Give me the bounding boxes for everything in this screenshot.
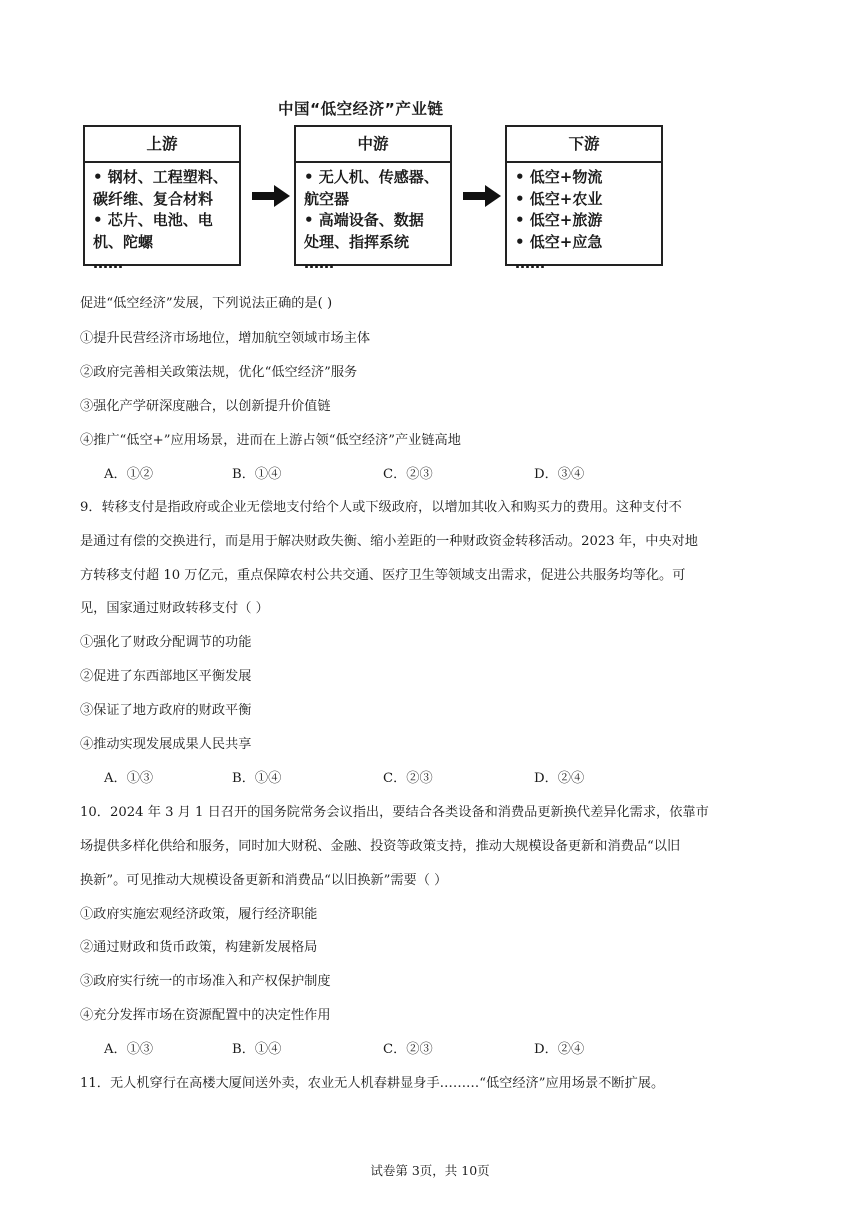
q10-option-c[interactable]: C．②③ xyxy=(383,1042,433,1057)
downstream-line: • 低空+物流 xyxy=(515,168,603,186)
midstream-line: 航空器 xyxy=(304,189,350,208)
q8-statement: ①提升民营经济市场地位，增加航空领域市场主体 xyxy=(80,331,371,346)
upstream-box xyxy=(83,125,241,272)
q9-statement: ③保证了地方政府的财政平衡 xyxy=(80,703,252,718)
midstream-line: 处理、指挥系统 xyxy=(304,232,410,251)
downstream-box xyxy=(505,125,663,272)
diagram-title: 中国“低空经济”产业链 xyxy=(278,100,444,118)
q8-statement: ④推广“低空+”应用场景，进而在上游占领“低空经济”产业链高地 xyxy=(80,433,461,448)
upstream-heading: 上游 xyxy=(85,127,239,163)
midstream-heading: 中游 xyxy=(296,127,450,163)
q10-option-d[interactable]: D．②④ xyxy=(534,1042,585,1057)
q11-stem: 11．无人机穿行在高楼大厦间送外卖，农业无人机春耕显身手………“低空经济”应用场景不断扩展。 xyxy=(80,1076,665,1091)
q10-statement: ①政府实施宏观经济政策，履行经济职能 xyxy=(80,907,318,922)
q10-stem-line: 10．2024 年 3 月 1 日召开的国务院常务会议指出，要结合各类设备和消费品更新换代差异化需求，依靠市 xyxy=(80,805,709,820)
downstream-line: • 低空+旅游 xyxy=(515,211,603,229)
q9-option-d[interactable]: D．②④ xyxy=(534,771,585,786)
q10-stem-line: 场提供多样化供给和服务，同时加大财税、金融、投资等政策支持，推动大规模设备更新和消费品“以旧 xyxy=(80,839,681,854)
q9-stem-line: 9．转移支付是指政府或企业无偿地支付给个人或下级政府，以增加其收入和购买力的费用。这种支付不 xyxy=(80,500,682,515)
q8-statement: ③强化产学研深度融合，以创新提升价值链 xyxy=(80,399,331,414)
right-arrow-icon xyxy=(463,185,501,207)
downstream-line: …… xyxy=(515,254,545,272)
q10-option-b[interactable]: B．①④ xyxy=(232,1042,282,1057)
q8-stem: 促进“低空经济”发展，下列说法正确的是( ) xyxy=(80,296,333,311)
q10-statement: ④充分发挥市场在资源配置中的决定性作用 xyxy=(80,1008,331,1023)
upstream-line: 机、陀螺 xyxy=(93,232,154,251)
midstream-line: • 无人机、传感器、 xyxy=(304,168,439,186)
midstream-box xyxy=(294,125,452,272)
q9-stem-line: 是通过有偿的交换进行，而是用于解决财政失衡、缩小差距的一种财政资金转移活动。2023 年，中央对地 xyxy=(80,534,698,549)
midstream-line: …… xyxy=(304,254,334,272)
q9-option-b[interactable]: B．①④ xyxy=(232,771,282,786)
q9-stem-line: 方转移支付超 10 万亿元，重点保障农村公共交通、医疗卫生等领域支出需求，促进公共服务均等化。可 xyxy=(80,568,686,583)
upstream-line: • 芯片、电池、电 xyxy=(93,211,213,229)
q9-statement: ①强化了财政分配调节的功能 xyxy=(80,635,252,650)
q8-option-a[interactable]: A．①② xyxy=(104,467,154,482)
upstream-line: • 钢材、工程塑料、 xyxy=(93,168,228,186)
q10-statement: ②通过财政和货币政策，构建新发展格局 xyxy=(80,940,318,955)
downstream-line: • 低空+应急 xyxy=(515,232,603,251)
downstream-line: • 低空+农业 xyxy=(515,189,603,208)
downstream-heading: 下游 xyxy=(507,127,661,163)
q9-option-a[interactable]: A．①③ xyxy=(104,771,154,786)
right-arrow-icon xyxy=(252,185,290,207)
q8-option-d[interactable]: D．③④ xyxy=(534,467,585,482)
page-footer: 试卷第 3页，共 10页 xyxy=(370,1163,490,1178)
q10-statement: ③政府实行统一的市场准入和产权保护制度 xyxy=(80,974,331,989)
q8-statement: ②政府完善相关政策法规，优化“低空经济”服务 xyxy=(80,365,358,380)
q9-statement: ②促进了东西部地区平衡发展 xyxy=(80,669,252,684)
q9-stem-line: 见，国家通过财政转移支付（ ） xyxy=(80,601,269,616)
q8-option-c[interactable]: C．②③ xyxy=(383,467,433,482)
midstream-line: • 高端设备、数据 xyxy=(304,211,424,229)
q9-statement: ④推动实现发展成果人民共享 xyxy=(80,737,252,752)
q10-stem-line: 换新”。可见推动大规模设备更新和消费品“以旧换新”需要（ ） xyxy=(80,873,448,888)
q9-option-c[interactable]: C．②③ xyxy=(383,771,433,786)
q10-option-a[interactable]: A．①③ xyxy=(104,1042,154,1057)
q8-option-b[interactable]: B．①④ xyxy=(232,467,282,482)
upstream-line: …… xyxy=(93,254,123,272)
upstream-line: 碳纤维、复合材料 xyxy=(93,189,214,208)
